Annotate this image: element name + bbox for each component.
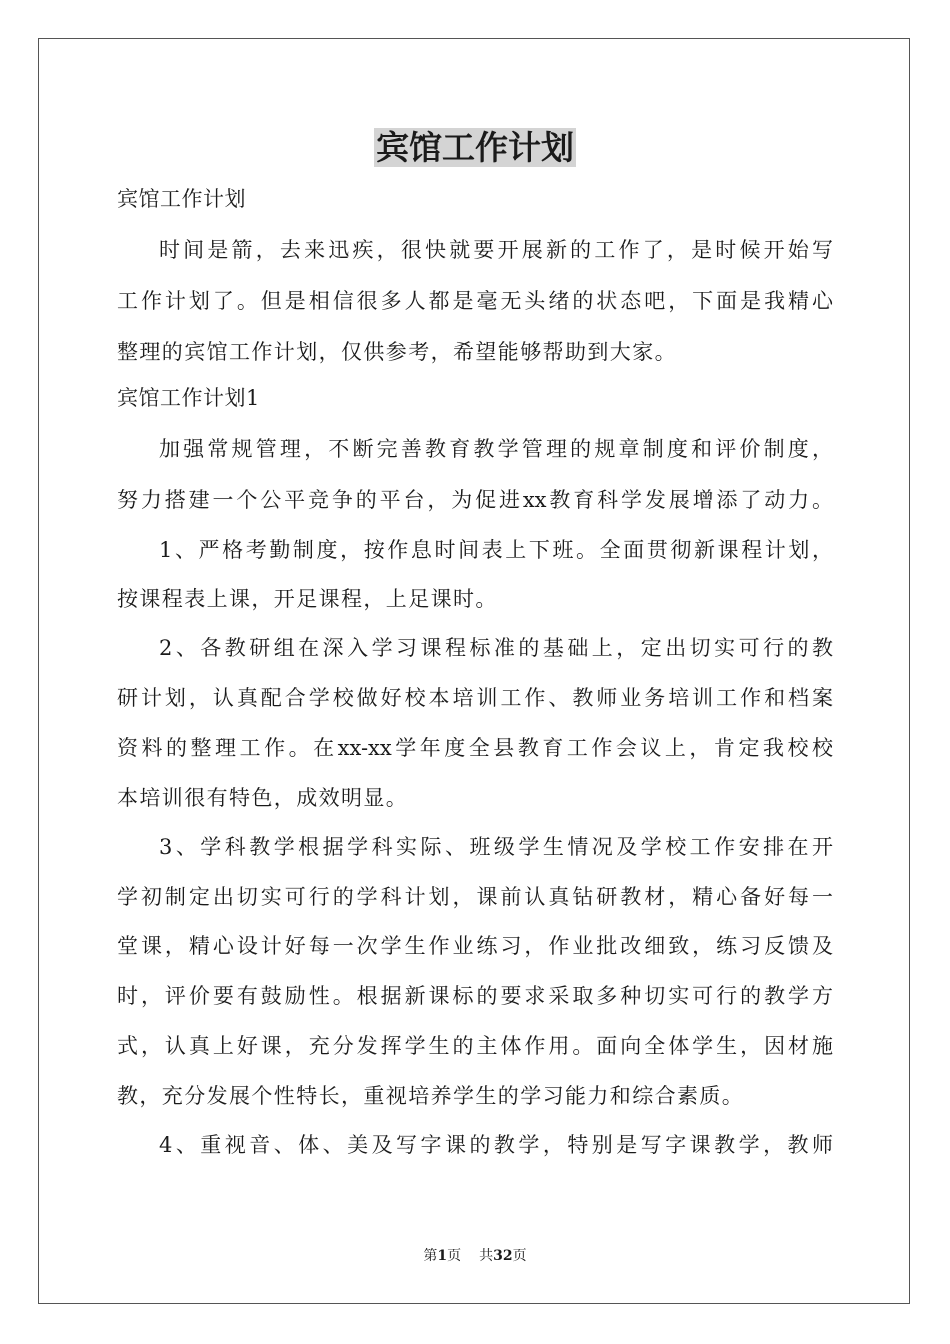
paragraph-line: 资料的整理工作。在xx-xx学年度全县教育工作会议上，肯定我校校	[117, 736, 833, 760]
document-title-text: 宾馆工作计划	[376, 128, 574, 167]
section-heading: 宾馆工作计划	[117, 187, 246, 211]
paragraph-line: 时间是箭，去来迅疾，很快就要开展新的工作了，是时候开始写	[159, 238, 833, 262]
paragraph-line: 学初制定出切实可行的学科计划，课前认真钻研教材，精心备好每一	[117, 885, 833, 909]
paragraph-line: 努力搭建一个公平竞争的平台，为促进xx教育科学发展增添了动力。	[117, 488, 833, 512]
page-total-count: 32	[493, 1248, 513, 1264]
paragraph-line: 整理的宾馆工作计划，仅供参考，希望能够帮助到大家。	[117, 340, 677, 364]
page-footer	[0, 1246, 950, 1266]
paragraph-line: 本培训很有特色，成效明显。	[117, 786, 409, 810]
section-heading: 宾馆工作计划1	[117, 386, 260, 410]
paragraph-line: 加强常规管理，不断完善教育教学管理的规章制度和评价制度，	[159, 437, 833, 461]
page-number-suffix: 页	[447, 1248, 462, 1264]
paragraph-line: 4、重视音、体、美及写字课的教学，特别是写字课教学，教师	[159, 1133, 833, 1157]
paragraph-line: 1、严格考勤制度，按作息时间表上下班。全面贯彻新课程计划，	[159, 538, 833, 562]
paragraph-line: 按课程表上课，开足课程，上足课时。	[117, 587, 498, 611]
paragraph-line: 堂课，精心设计好每一次学生作业练习，作业批改细致，练习反馈及	[117, 934, 833, 958]
page-total-prefix: 共	[479, 1248, 494, 1264]
paragraph-line: 教，充分发展个性特长，重视培养学生的学习能力和综合素质。	[117, 1084, 745, 1108]
paragraph-line: 式，认真上好课，充分发挥学生的主体作用。面向全体学生，因材施	[117, 1034, 833, 1058]
paragraph-line: 工作计划了。但是相信很多人都是毫无头绪的状态吧，下面是我精心	[117, 289, 833, 313]
paragraph-line: 3、学科教学根据学科实际、班级学生情况及学校工作安排在开	[159, 835, 833, 859]
paragraph-line: 研计划，认真配合学校做好校本培训工作、教师业务培训工作和档案	[117, 686, 833, 710]
paragraph-line: 2、各教研组在深入学习课程标准的基础上，定出切实可行的教	[159, 636, 833, 660]
paragraph-line: 时，评价要有鼓励性。根据新课标的要求采取多种切实可行的教学方	[117, 984, 833, 1008]
page-number-prefix: 第	[423, 1248, 438, 1264]
document-title	[0, 126, 950, 170]
page-border	[38, 38, 910, 1304]
page-number-current: 1	[437, 1248, 448, 1264]
page-total-suffix: 页	[512, 1248, 527, 1264]
